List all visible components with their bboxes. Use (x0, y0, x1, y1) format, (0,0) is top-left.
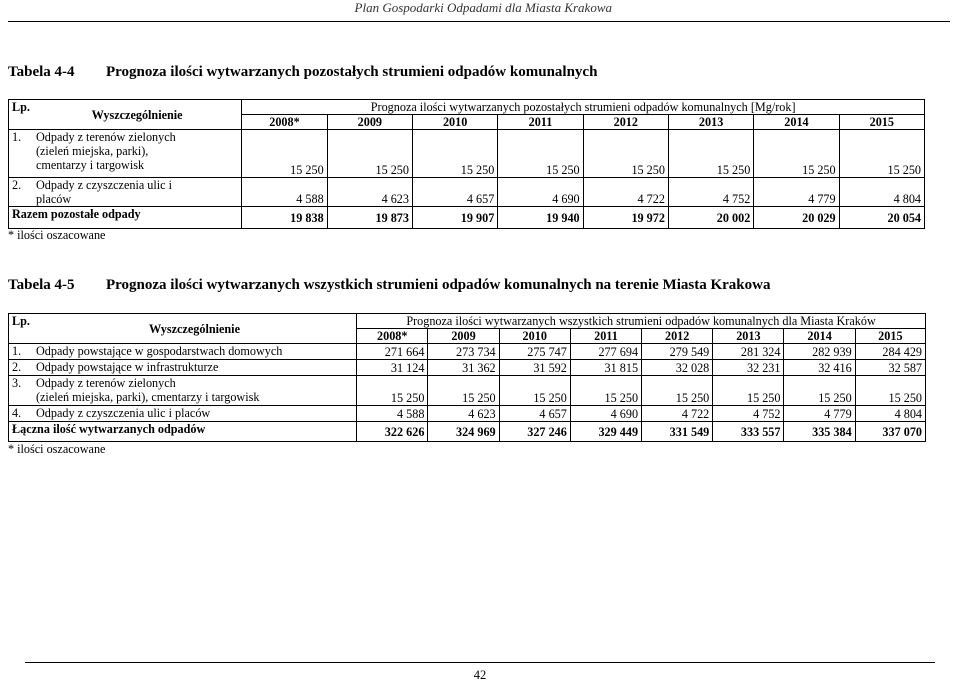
row-desc-line: (zieleń miejska, parki), (35, 144, 149, 158)
year-header: 2015 (839, 115, 924, 130)
total-value-cell: 337 070 (855, 422, 925, 442)
group-header: Prognoza ilości wytwarzanych pozostałych strumieni odpadów komunalnych [Mg/rok] (242, 100, 925, 115)
row-desc-line: Odpady z czyszczenia ulic i placów (35, 406, 211, 420)
value-cell: 279 549 (642, 344, 713, 360)
value-cell: 4 804 (855, 406, 925, 422)
table-row (9, 376, 926, 406)
row-lp: 1. (9, 130, 33, 178)
row-desc-line: Odpady z terenów zielonych (35, 130, 176, 144)
year-header: 2008* (357, 329, 428, 344)
total-value-cell: 327 246 (499, 422, 570, 442)
value-cell: 32 416 (784, 360, 855, 376)
value-cell: 15 250 (357, 376, 428, 406)
row-lp: 1. (9, 344, 33, 360)
row-desc-line: placów (35, 192, 72, 206)
page-number: 42 (473, 668, 487, 682)
total-value-cell: 333 557 (713, 422, 784, 442)
year-header: 2009 (327, 115, 412, 130)
table1 (8, 99, 925, 229)
total-value-cell: 335 384 (784, 422, 855, 442)
footer-divider (25, 662, 935, 663)
value-cell: 15 250 (570, 376, 641, 406)
table2-number: Tabela 4-5 (8, 277, 75, 293)
value-cell: 4 690 (570, 406, 641, 422)
table1-footnote: * ilości oszacowane (8, 228, 106, 242)
total-value-cell: 20 002 (668, 207, 753, 229)
value-cell: 15 250 (713, 376, 784, 406)
total-value-cell: 20 054 (839, 207, 924, 229)
table2-footnote: * ilości oszacowane (8, 442, 106, 456)
row-desc-line: Odpady z czyszczenia ulic i (35, 178, 172, 192)
value-cell: 31 815 (570, 360, 641, 376)
total-value-cell: 331 549 (642, 422, 713, 442)
value-cell: 275 747 (499, 344, 570, 360)
year-header: 2012 (642, 329, 713, 344)
value-cell: 273 734 (428, 344, 499, 360)
value-cell: 4 804 (839, 178, 924, 207)
value-cell: 282 939 (784, 344, 855, 360)
year-header: 2013 (713, 329, 784, 344)
row-lp: 3. (9, 376, 33, 406)
row-desc (33, 130, 242, 178)
table1-number: Tabela 4-4 (8, 64, 75, 80)
year-header: 2012 (583, 115, 668, 130)
total-value-cell: 329 449 (570, 422, 641, 442)
table2-title: Prognoza ilości wytwarzanych wszystkich strumieni odpadów komunalnych na terenie Miasta Krakowa (106, 277, 771, 293)
value-cell: 15 250 (839, 130, 924, 178)
table1-caption (8, 64, 597, 81)
value-cell: 15 250 (412, 130, 497, 178)
col-lp-header: Lp. (9, 100, 33, 115)
value-cell: 4 779 (754, 178, 839, 207)
year-header: 2013 (668, 115, 753, 130)
value-cell: 4 657 (499, 406, 570, 422)
value-cell: 32 231 (713, 360, 784, 376)
year-header: 2011 (570, 329, 641, 344)
value-cell: 15 250 (499, 376, 570, 406)
total-value-cell: 19 838 (242, 207, 327, 229)
value-cell: 4 690 (498, 178, 583, 207)
value-cell: 15 250 (327, 130, 412, 178)
row-desc (33, 406, 357, 422)
row-desc (33, 376, 357, 406)
value-cell: 4 752 (668, 178, 753, 207)
value-cell: 15 250 (855, 376, 925, 406)
value-cell: 15 250 (642, 376, 713, 406)
value-cell: 32 587 (855, 360, 925, 376)
table-row (9, 130, 925, 178)
value-cell: 31 362 (428, 360, 499, 376)
row-desc-line: Odpady powstające w infrastrukturze (35, 360, 219, 374)
table2-caption (8, 277, 770, 294)
value-cell: 4 722 (583, 178, 668, 207)
year-header: 2015 (855, 329, 925, 344)
year-header: 2010 (412, 115, 497, 130)
total-value-cell: 322 626 (357, 422, 428, 442)
value-cell: 32 028 (642, 360, 713, 376)
year-header: 2011 (498, 115, 583, 130)
value-cell: 4 722 (642, 406, 713, 422)
total-label: Łączna ilość wytwarzanych odpadów (9, 422, 357, 442)
value-cell: 4 623 (327, 178, 412, 207)
total-row (9, 422, 926, 442)
row-lp: 2. (9, 178, 33, 207)
year-header: 2009 (428, 329, 499, 344)
row-desc (33, 360, 357, 376)
table-row (9, 360, 926, 376)
row-desc-line: cmentarzy i targowisk (35, 158, 145, 172)
row-desc (33, 178, 242, 207)
col-desc-header: Wyszczególnienie (33, 100, 242, 130)
total-row (9, 207, 925, 229)
year-header: 2010 (499, 329, 570, 344)
table2 (8, 313, 926, 442)
total-value-cell: 19 907 (412, 207, 497, 229)
value-cell: 4 588 (242, 178, 327, 207)
value-cell: 4 623 (428, 406, 499, 422)
value-cell: 4 657 (412, 178, 497, 207)
value-cell: 15 250 (583, 130, 668, 178)
value-cell: 31 592 (499, 360, 570, 376)
value-cell: 4 779 (784, 406, 855, 422)
value-cell: 281 324 (713, 344, 784, 360)
year-header: 2008* (242, 115, 327, 130)
value-cell: 15 250 (242, 130, 327, 178)
header-divider (8, 21, 950, 22)
value-cell: 15 250 (428, 376, 499, 406)
value-cell: 15 250 (784, 376, 855, 406)
table-row (9, 406, 926, 422)
row-desc (33, 344, 357, 360)
year-header: 2014 (754, 115, 839, 130)
total-value-cell: 20 029 (754, 207, 839, 229)
table-row (9, 178, 925, 207)
table1-title: Prognoza ilości wytwarzanych pozostałych strumieni odpadów komunalnych (106, 64, 598, 80)
row-desc-line: Odpady powstające w gospodarstwach domowych (35, 344, 283, 358)
row-lp: 4. (9, 406, 33, 422)
page-header-title: Plan Gospodarki Odpadami dla Miasta Krakowa (354, 0, 612, 15)
table-row (9, 344, 926, 360)
value-cell: 31 124 (357, 360, 428, 376)
value-cell: 4 752 (713, 406, 784, 422)
row-desc-line: (zieleń miejska, parki), cmentarzy i targowisk (35, 390, 260, 404)
total-label: Razem pozostałe odpady (9, 207, 242, 229)
value-cell: 15 250 (498, 130, 583, 178)
year-header: 2014 (784, 329, 855, 344)
total-value-cell: 19 972 (583, 207, 668, 229)
group-header: Prognoza ilości wytwarzanych wszystkich strumieni odpadów komunalnych dla Miasta Kraków (357, 314, 926, 329)
total-value-cell: 19 873 (327, 207, 412, 229)
value-cell: 15 250 (668, 130, 753, 178)
col-desc-header: Wyszczególnienie (33, 314, 357, 344)
value-cell: 277 694 (570, 344, 641, 360)
row-desc-line: Odpady z terenów zielonych (35, 376, 176, 390)
value-cell: 284 429 (855, 344, 925, 360)
row-lp: 2. (9, 360, 33, 376)
total-value-cell: 324 969 (428, 422, 499, 442)
value-cell: 4 588 (357, 406, 428, 422)
col-lp-header: Lp. (9, 314, 33, 329)
value-cell: 15 250 (754, 130, 839, 178)
value-cell: 271 664 (357, 344, 428, 360)
total-value-cell: 19 940 (498, 207, 583, 229)
